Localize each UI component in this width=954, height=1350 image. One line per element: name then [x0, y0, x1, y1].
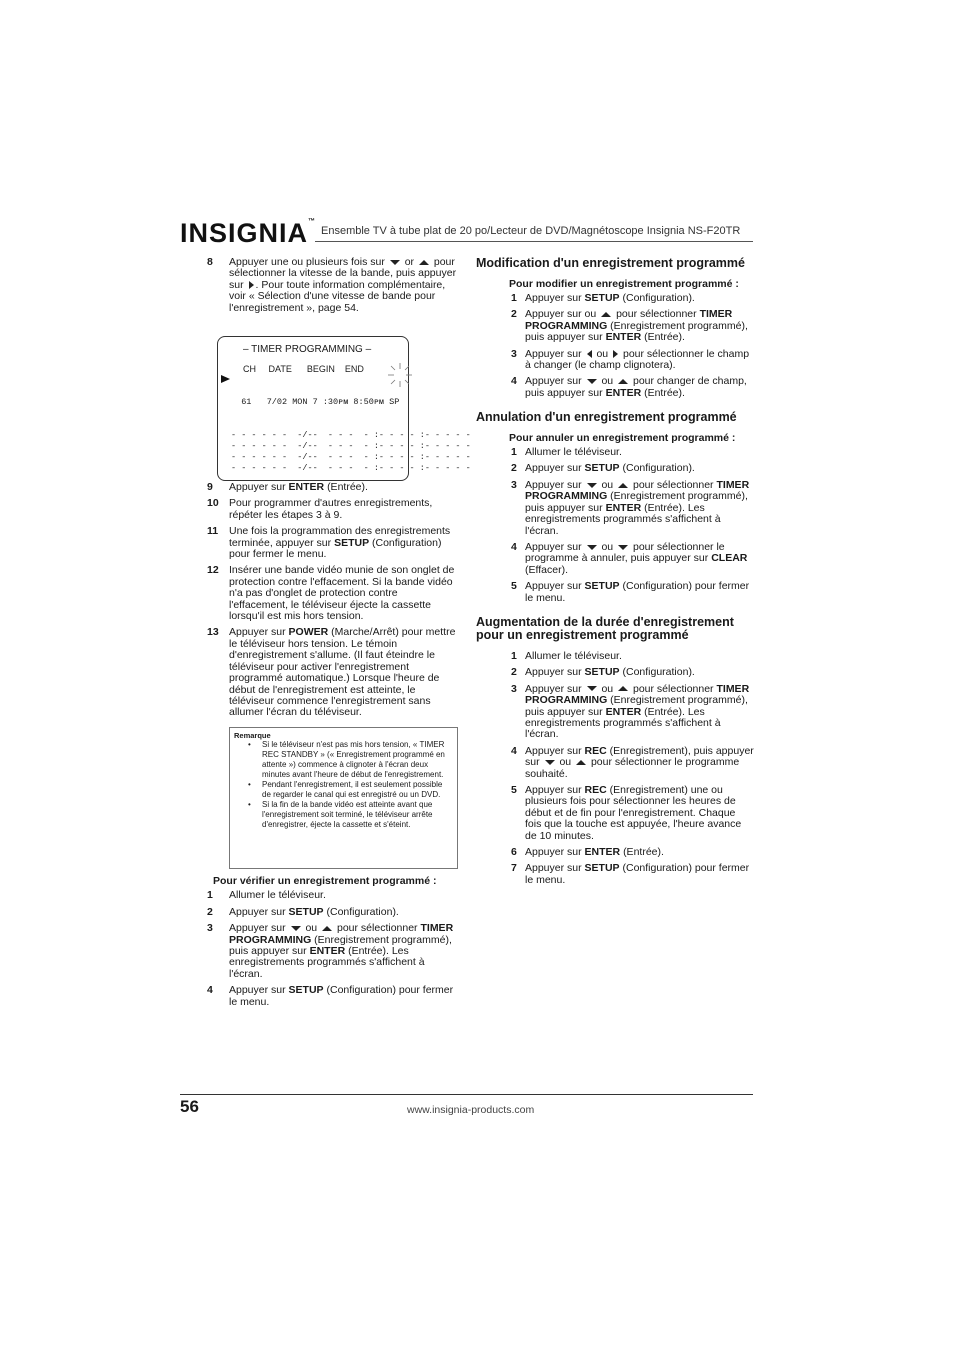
- note-list: [248, 740, 453, 830]
- modify-step-4: 4 Appuyer sur ou pour changer de champ, puis appuyer sur ENTER (Entrée).: [511, 375, 747, 399]
- left-arrow-icon: [587, 350, 592, 358]
- down-arrow-icon: [291, 926, 301, 931]
- step-12: 12 Insérer une bande vidéo munie de son onglet de protection contre l'effacement. Si la bande vidéo n'a pas d'onglet de protection contre l'effacement, le téléviseur éjecte la cassette lorsqu'il est mis hors tension.: [207, 564, 455, 623]
- right-arrow-icon: [613, 350, 618, 358]
- note-item: • Si la fin de la bande vidéo est atteinte avant que l'enregistrement soit terminé, le téléviseur arrête d'enregistrer, éjecte la cassette et s'éteint.: [248, 800, 433, 829]
- extend-step-1: 1 Allumer le téléviseur.: [511, 649, 622, 662]
- up-arrow-icon: [618, 379, 628, 384]
- timer-rows-empty: - - - - - - -/-- - - - - :- - - - :- - - - - - - - - - - -/-- - - - - :- - - - :- - - - - - - - - - - -/-- - - - - :- - - - :- - - - - - - - - - - -/-- - - - - :- - - - :- - - - -: [231, 430, 471, 473]
- verify-heading: Pour vérifier un enregistrement programmé :: [213, 875, 437, 887]
- modify-heading: Pour modifier un enregistrement programmé :: [509, 277, 739, 290]
- timer-column-headers: CH DATE BEGIN END: [243, 364, 364, 374]
- down-arrow-icon: [587, 379, 597, 384]
- header-rule: [315, 241, 753, 242]
- left-steps-continued: [207, 482, 457, 724]
- cancel-step-2: 2 Appuyer sur SETUP (Configuration).: [511, 462, 695, 475]
- extend-step-5: 5 Appuyer sur REC (Enregistrement) une ou plusieurs fois pour sélectionner les heures de début et de fin pour l'enregistrement. Chaque fois que la touche est appuyée, l'heure avance de 10 minutes.: [511, 784, 742, 842]
- up-arrow-icon: [601, 312, 611, 317]
- step-9: 9 Appuyer sur ENTER (Entrée).: [207, 481, 368, 493]
- extend-title: Augmentation de la durée d'enregistrement pour un enregistrement programmé: [476, 614, 734, 643]
- verify-step-4: 4 Appuyer sur SETUP (Configuration) pour fermer le menu.: [207, 984, 454, 1008]
- modify-step-2: 2 Appuyer sur ou pour sélectionner TIMER PROGRAMMING (Enregistrement programmé), puis appuyer sur ENTER (Entrée).: [511, 308, 748, 344]
- step-13: 13 Appuyer sur POWER (Marche/Arrêt) pour mettre le téléviseur hors tension. Le témoin d'enregistrement s'allume. (Il faut éteindre le téléviseur pour activer l'enregistrement programmé automatique.) Lorsque l'heure de début de l'enregistrement est atteinte, le téléviseur commence l'enregistrement sans allumer l'écran du téléviseur.: [207, 626, 456, 719]
- right-column: [476, 257, 754, 891]
- up-arrow-icon: [419, 260, 429, 265]
- verify-section: [207, 872, 459, 1013]
- extend-step-6: 6 Appuyer sur ENTER (Entrée).: [511, 846, 664, 859]
- down-arrow-icon: [587, 483, 597, 488]
- flashing-field-icon: [386, 361, 414, 389]
- up-arrow-icon: [576, 760, 586, 765]
- note-box: [229, 727, 458, 869]
- footer-url: www.insignia-products.com: [407, 1104, 535, 1116]
- note-label: Remarque: [234, 731, 271, 740]
- cancel-title: Annulation d'un enregistrement programmé: [476, 410, 737, 425]
- step-11: 11 Une fois la programmation des enregistrements terminée, appuyer sur SETUP (Configuration) pour fermer le menu.: [207, 525, 451, 561]
- selection-pointer-icon: [221, 375, 230, 383]
- cancel-step-5: 5 Appuyer sur SETUP (Configuration) pour fermer le menu.: [511, 580, 750, 604]
- up-arrow-icon: [618, 483, 628, 488]
- down-arrow-icon: [587, 686, 597, 691]
- left-column: [207, 257, 457, 319]
- down-arrow-icon: [390, 260, 400, 265]
- modify-step-1: 1 Appuyer sur SETUP (Configuration).: [511, 291, 695, 304]
- down-arrow-icon: [618, 545, 628, 550]
- up-arrow-icon: [322, 926, 332, 931]
- cancel-step-3: 3 Appuyer sur ou pour sélectionner TIMER PROGRAMMING (Enregistrement programmé), puis appuyer sur ENTER (Entrée). Les enregistrements programmés s'affichent à l'écran.: [511, 478, 750, 537]
- down-arrow-icon: [545, 760, 555, 765]
- cancel-step-4: 4 Appuyer sur ou pour sélectionner le programme à annuler, puis appuyer sur CLEAR (Effacer).: [511, 540, 748, 576]
- verify-step-2: 2 Appuyer sur SETUP (Configuration).: [207, 905, 399, 918]
- footer-rule: [180, 1094, 753, 1095]
- step-8: 8 Appuyer une ou plusieurs fois sur or pour sélectionner la vitesse de la bande, puis appuyer sur . Pour toute information complémentaire, voir « Sélection d'une vitesse de bande pour l'enregistrement », page 54.: [207, 256, 457, 314]
- timer-row-selected: 61 7/02 MON 7 :30ᴘᴍ 8:50ᴘᴍ SP: [231, 397, 400, 407]
- extend-step-4: 4 Appuyer sur REC (Enregistrement), puis appuyer sur ou pour sélectionner le programme souhaité.: [511, 744, 754, 780]
- header-title: Ensemble TV à tube plat de 20 po/Lecteur de DVD/Magnétoscope Insignia NS-F20TR: [321, 225, 741, 237]
- note-item: • Si le téléviseur n'est pas mis hors tension, « TIMER REC STANDBY » (« Enregistrement programmé en attente ») commence à clignoter à l'écran deux minutes avant l'heure de début de l'enregistrement.: [248, 740, 445, 779]
- down-arrow-icon: [587, 545, 597, 550]
- timer-programming-screen: [217, 336, 471, 481]
- right-arrow-icon: [249, 281, 254, 289]
- cancel-heading: Pour annuler un enregistrement programmé :: [509, 431, 736, 444]
- step-10: 10 Pour programmer d'autres enregistrements, répéter les étapes 3 à 9.: [207, 497, 433, 521]
- extend-step-3: 3 Appuyer sur ou pour sélectionner TIMER PROGRAMMING (Enregistrement programmé), puis appuyer sur ENTER (Entrée). Les enregistrements programmés s'affichent à l'écran.: [511, 682, 750, 741]
- verify-step-1: 1 Allumer le téléviseur.: [207, 889, 326, 902]
- modify-step-3: 3 Appuyer sur ou pour sélectionner le champ à changer (le champ clignotera).: [511, 347, 750, 371]
- insignia-logo: INSIGNIA™: [180, 218, 316, 248]
- page-number: 56: [180, 1097, 199, 1116]
- verify-step-3: 3 Appuyer sur ou pour sélectionner TIMER PROGRAMMING (Enregistrement programmé), puis appuyer sur ENTER (Entrée). Les enregistrements programmés s'affichent à l'écran.: [207, 922, 454, 980]
- cancel-step-1: 1 Allumer le téléviseur.: [511, 446, 622, 459]
- timer-screen-title: – TIMER PROGRAMMING –: [243, 344, 372, 355]
- extend-step-7: 7 Appuyer sur SETUP (Configuration) pour fermer le menu.: [511, 862, 750, 886]
- modify-title: Modification d'un enregistrement programmé: [476, 256, 745, 270]
- extend-step-2: 2 Appuyer sur SETUP (Configuration).: [511, 666, 695, 679]
- up-arrow-icon: [618, 686, 628, 691]
- note-item: • Pendant l'enregistrement, il est seulement possible de regarder le canal qui est enregistré ou un DVD.: [248, 780, 443, 799]
